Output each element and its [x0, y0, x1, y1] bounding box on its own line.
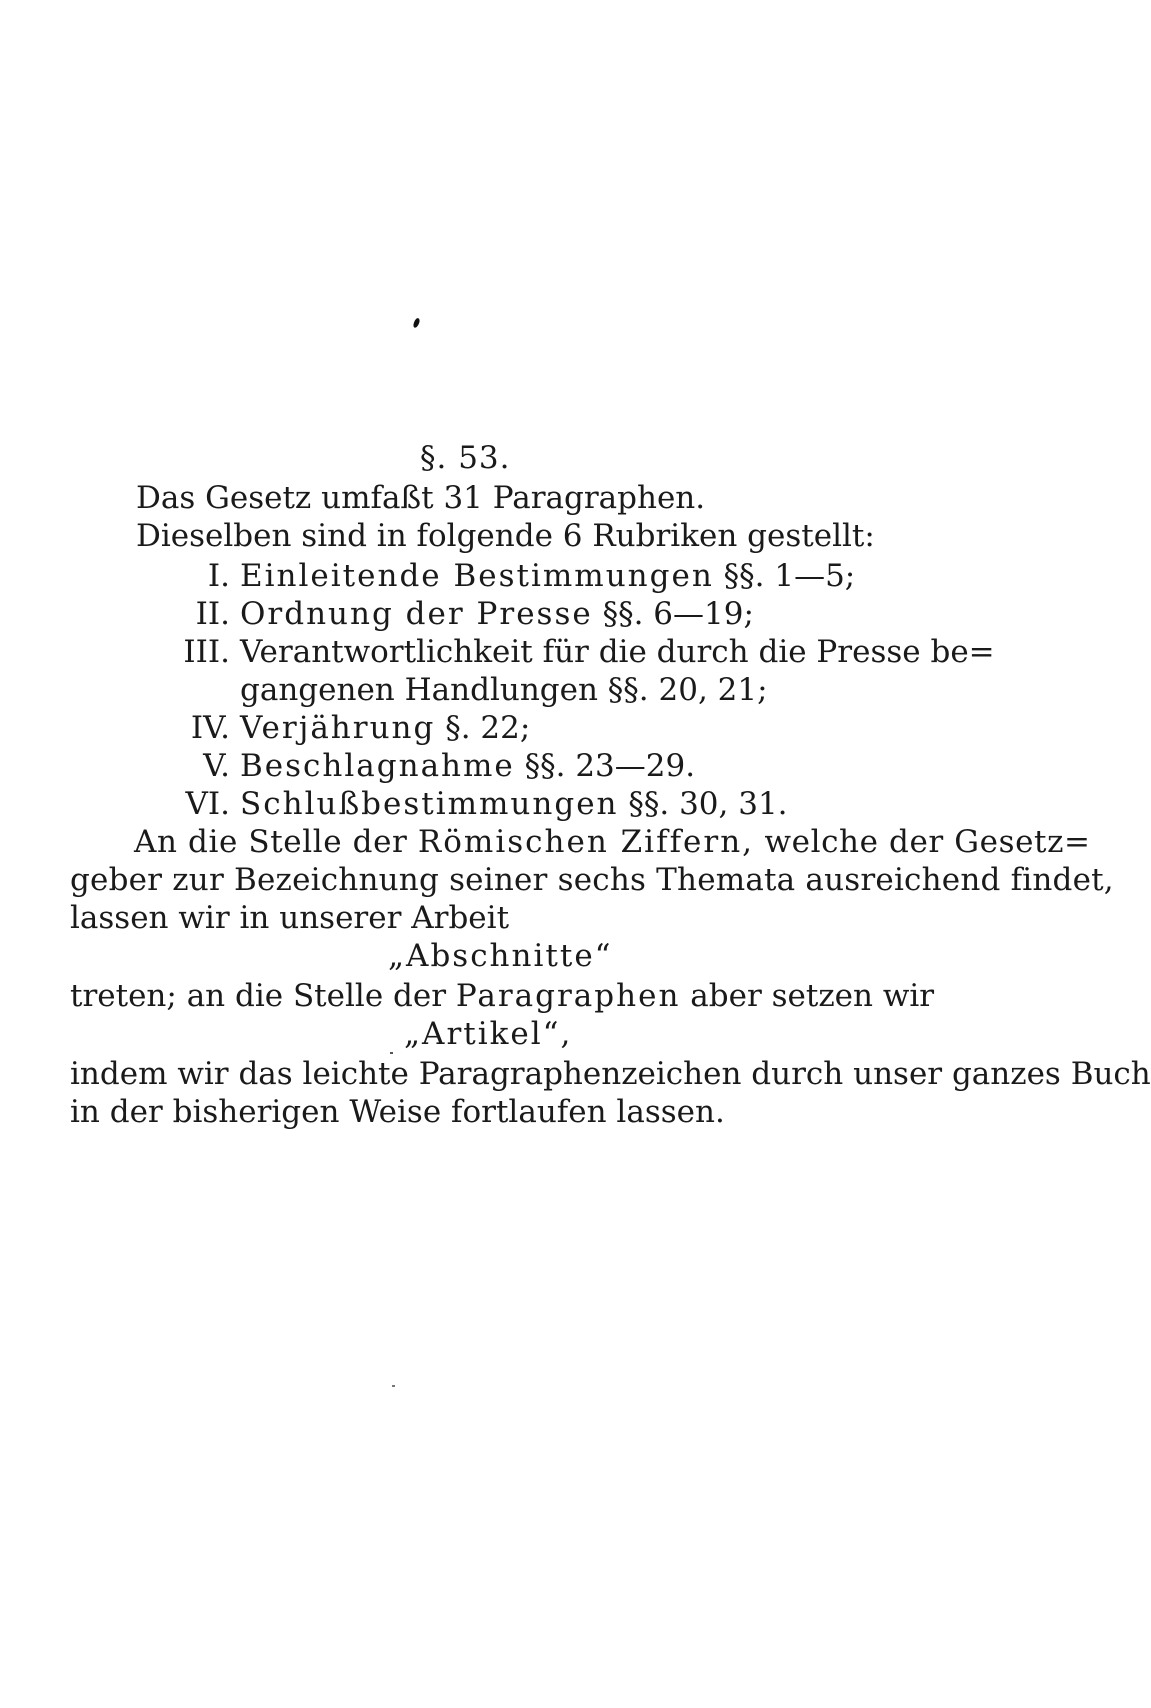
- rubric-item-1: [134, 556, 855, 596]
- centered-term-abschnitte: „Abschnitte“: [388, 938, 613, 974]
- rubric-reference: §§. 30, 31.: [628, 786, 788, 822]
- rubric-reference: §. 22;: [445, 710, 531, 746]
- ink-speck: [392, 1385, 395, 1387]
- rubric-number: IV.: [190, 710, 230, 746]
- rubric-item-3: [134, 632, 995, 672]
- rubric-name: Einleitende Bestimmungen: [240, 558, 714, 594]
- body-line-1: [134, 822, 1091, 862]
- rubric-number: V.: [203, 748, 230, 784]
- body-line-2: geber zur Bezeichnung seiner sechs Themata ausreichend findet,: [70, 862, 1114, 898]
- section-heading: §. 53.: [420, 440, 511, 476]
- body-line-4: [70, 976, 934, 1016]
- rubric-reference: §§. 1—5;: [723, 558, 856, 594]
- centered-term-artikel: „Artikel“,: [404, 1016, 573, 1052]
- rubric-item-2: [134, 594, 754, 634]
- body-text: welche der Gesetz=: [764, 824, 1091, 860]
- rubric-name: Schlußbestimmungen: [240, 786, 619, 822]
- intro-line-2: Dieselben sind in folgende 6 Rubriken gestellt:: [136, 518, 875, 554]
- rubric-item-4: [134, 708, 530, 748]
- body-line-3: lassen wir in unserer Arbeit: [70, 900, 510, 936]
- rubric-name: Verjährung: [240, 710, 436, 746]
- ink-mark: [413, 317, 421, 328]
- rubric-number: I.: [207, 558, 230, 594]
- rubric-name: Beschlagnahme: [240, 748, 515, 784]
- rubric-item-5: [134, 746, 695, 786]
- rubric-number: III.: [183, 634, 230, 670]
- rubric-number: II.: [195, 596, 230, 632]
- body-line-5: indem wir das leichte Paragraphenzeichen durch unser ganzes Buch: [70, 1056, 1151, 1092]
- rubric-name: Verantwortlichkeit für die durch die Presse be=: [240, 634, 995, 670]
- emphasized-text: Paragraphen: [455, 978, 681, 1014]
- emphasized-text: Römischen Ziffern,: [417, 824, 755, 860]
- body-text: An die Stelle der: [134, 824, 408, 860]
- rubric-item-3-continuation: gangenen Handlungen §§. 20, 21;: [240, 672, 768, 708]
- body-line-6: in der bisherigen Weise fortlaufen lassen.: [70, 1094, 725, 1130]
- rubric-reference: §§. 6—19;: [602, 596, 754, 632]
- rubric-reference: §§. 23—29.: [524, 748, 696, 784]
- intro-line-1: Das Gesetz umfaßt 31 Paragraphen.: [136, 480, 706, 516]
- rubric-name: Ordnung der Presse: [240, 596, 593, 632]
- rubric-item-6: [134, 784, 788, 824]
- rubric-number: VI.: [185, 786, 230, 822]
- body-text: treten; an die Stelle der: [70, 978, 447, 1014]
- body-text: aber setzen wir: [690, 978, 935, 1014]
